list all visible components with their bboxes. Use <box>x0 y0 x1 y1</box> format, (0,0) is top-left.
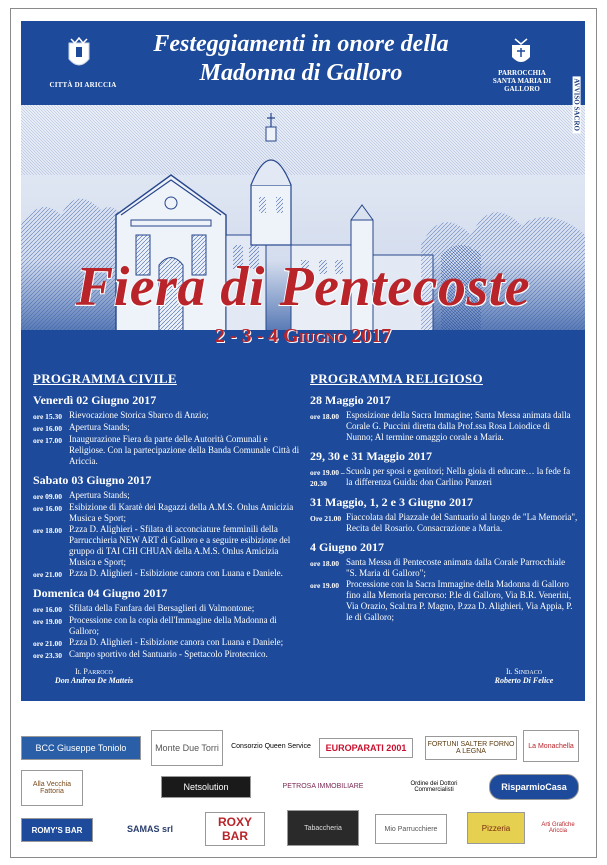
sponsor-logo: BCC Giuseppe Toniolo <box>21 736 141 760</box>
schedule-text: Esibizione di Karatè dei Ragazzi della A.M.S. Onlus Amicizia Musica e Sport; <box>69 502 294 523</box>
day-heading: Domenica 04 Giugno 2017 <box>33 586 168 600</box>
sponsor-logo: PETROSA IMMOBILIARE <box>269 776 377 796</box>
schedule-text: Apertura Stands; <box>69 422 130 432</box>
programma-religioso <box>310 371 578 623</box>
schedule-time: ore 18.00 <box>33 526 63 535</box>
schedule-row <box>33 603 301 615</box>
schedule-row <box>33 422 301 434</box>
schedule-text: Scuola per sposi e genitori; Nella gioia di educare… la fede fa la differenza Guida: don Carlino Panzeri <box>346 466 571 487</box>
schedule-row <box>310 512 578 534</box>
day-heading: 4 Giugno 2017 <box>310 540 385 554</box>
schedule-row <box>33 502 301 524</box>
schedule-row <box>33 490 301 502</box>
civile-heading: PROGRAMMA CIVILE <box>33 371 177 386</box>
day-heading: Sabato 03 Giugno 2017 <box>33 473 152 487</box>
schedule-time: ore 19.00 <box>310 581 340 590</box>
schedule-row <box>33 410 301 422</box>
event-dates: 2 - 3 - 4 Giugno 2017 <box>214 325 392 347</box>
religioso-heading: PROGRAMMA RELIGIOSO <box>310 371 483 386</box>
sponsor-logo: Alla Vecchia Fattoria <box>21 770 83 806</box>
header-title <box>131 30 471 88</box>
schedule-text: Sfilata della Fanfara dei Bersaglieri di Valmontone; <box>69 603 255 613</box>
sponsor-logo: Mio Parrucchiere <box>375 814 447 844</box>
schedule-time: ore 23.30 <box>33 651 63 660</box>
sponsor-logo: Ordine dei Dottori Commercialisti <box>391 770 477 804</box>
poster <box>21 21 585 701</box>
schedule-row <box>310 410 578 443</box>
schedule-text: Campo sportivo del Santuario - Spettacolo Pirotecnico. <box>69 649 268 659</box>
sponsor-logo: Arti Grafiche Ariccia <box>533 814 583 842</box>
sponsor-logo: RisparmioCasa <box>489 774 579 800</box>
schedule-text: P.zza D. Alighieri - Esibizione canora con Luana e Daniele. <box>69 568 283 578</box>
schedule-row <box>33 637 301 649</box>
sponsor-logo: La Monachella <box>523 730 579 762</box>
schedule-time: ore 18.00 <box>310 412 340 421</box>
sindaco-role: Il Sindaco <box>505 667 543 676</box>
schedule-time: ore 21.00 <box>33 570 63 579</box>
schedule-row <box>33 434 301 467</box>
sponsor-logo: Netsolution <box>161 776 251 798</box>
day-heading: 28 Maggio 2017 <box>310 393 391 407</box>
parish-label-line2: SANTA MARIA DI GALLORO <box>492 77 552 93</box>
sponsor-logo: Monte Due Torri <box>151 730 223 766</box>
schedule-text: Fiaccolata dal Piazzale del Santuario al luogo de "La Memoria", Recita del Rosario. Consacrazione a Maria. <box>346 512 578 533</box>
sponsor-logo: EUROPARATI 2001 <box>319 738 413 758</box>
avviso-sacro-tag: AVVISO SACRO <box>573 78 581 131</box>
parish-label <box>477 69 567 93</box>
header-title-line2: Madonna di Galloro <box>199 60 403 86</box>
sponsor-logo: ROMY'S BAR <box>21 818 93 842</box>
schedule-text: Apertura Stands; <box>69 490 130 500</box>
sponsors-area <box>21 730 585 850</box>
parroco-role: Il Parroco <box>75 667 113 676</box>
sindaco-name: Roberto Di Felice <box>494 676 554 685</box>
day-heading: Venerdì 02 Giugno 2017 <box>33 393 157 407</box>
schedule-time: ore 21.00 <box>33 639 63 648</box>
sponsor-logo: ROXY BAR <box>205 812 265 846</box>
schedule-time: ore 17.00 <box>33 436 63 445</box>
ariccia-crest-icon <box>67 37 91 71</box>
sponsor-logo: Tabaccheria <box>287 810 359 846</box>
schedule-row <box>310 557 578 579</box>
event-title: Fiera di Pentecoste <box>75 256 531 318</box>
schedule-time: ore 15.30 <box>33 412 63 421</box>
parroco-signature <box>39 667 149 685</box>
schedule-time: ore 19.00 <box>33 617 63 626</box>
parish-label-line1: PARROCCHIA <box>498 69 546 77</box>
sponsor-logo: SAMAS srl <box>107 816 193 842</box>
schedule-time: ore 09.00 <box>33 492 63 501</box>
schedule-time: ore 16.00 <box>33 605 63 614</box>
sponsor-logo: Pizzeria <box>467 812 525 844</box>
schedule-row <box>33 524 301 568</box>
schedule-time: ore 18.00 <box>310 559 340 568</box>
schedule-text: Inaugurazione Fiera da parte delle Autorità Comunali e Religiose. Con la partecipazione della Banda Comunale Città di Ariccia. <box>69 434 300 466</box>
schedule-time: ore 19.00 – 20.30 <box>310 468 345 488</box>
day-heading: 29, 30 e 31 Maggio 2017 <box>310 449 432 463</box>
sindaco-signature <box>469 667 579 685</box>
schedule-text: Santa Messa di Pentecoste animata dalla Corale Parrocchiale "S. Maria di Galloro"; <box>346 557 566 578</box>
parish-crest-icon <box>509 37 533 67</box>
schedule-text: Processione con la copia dell'Immagine della Madonna di Galloro; <box>69 615 277 636</box>
schedule-row <box>310 579 578 623</box>
programma-civile <box>33 371 301 661</box>
schedule-text: Processione con la Sacra Immagine della Madonna di Galloro fino alla Memoria percorso: P.le di Galloro, Via B.R. Venerini, Via Orazio, Scal.tra P. Magno, P.zza D. Alighieri, Via Appia, P. le di Galloro; <box>346 579 573 622</box>
day-heading: 31 Maggio, 1, 2 e 3 Giugno 2017 <box>310 495 474 509</box>
schedule-row <box>33 649 301 661</box>
schedule-row <box>310 466 578 489</box>
parroco-name: Don Andrea De Matteis <box>54 676 134 685</box>
city-label: CITTÀ DI ARICCIA <box>49 81 117 89</box>
schedule-time: Ore 21.00 <box>310 514 342 523</box>
schedule-text: P.zza D. Alighieri - Sfilata di acconciature femminili della Parrucchieria NEW ART di Galloro e a seguire esibizione del gruppo di TAI CHI CHUAN della A.M.S. Onlus Amicizia Musica e Sport; <box>69 524 291 567</box>
schedule-row <box>33 615 301 637</box>
header-title-line1: Festeggiamenti in onore della <box>153 31 449 57</box>
schedule-time: ore 16.00 <box>33 424 63 433</box>
sponsor-logo: Consorzio Queen Service <box>231 734 311 758</box>
schedule-row <box>33 568 301 580</box>
schedule-text: P.zza D. Alighieri - Esibizione canora con Luana e Daniele; <box>69 637 284 647</box>
sponsor-logo: FORTUNI SALTER FORNO A LEGNA <box>425 736 517 760</box>
schedule-text: Esposizione della Sacra Immagine; Santa Messa animata dalla Corale G. Puccini diretta dalla Prof.ssa Rosa Loiodice di Nunno; Al termine omaggio corale a Maria. <box>346 410 571 442</box>
schedule-time: ore 16.00 <box>33 504 63 513</box>
schedule-text: Rievocazione Storica Sbarco di Anzio; <box>69 410 209 420</box>
